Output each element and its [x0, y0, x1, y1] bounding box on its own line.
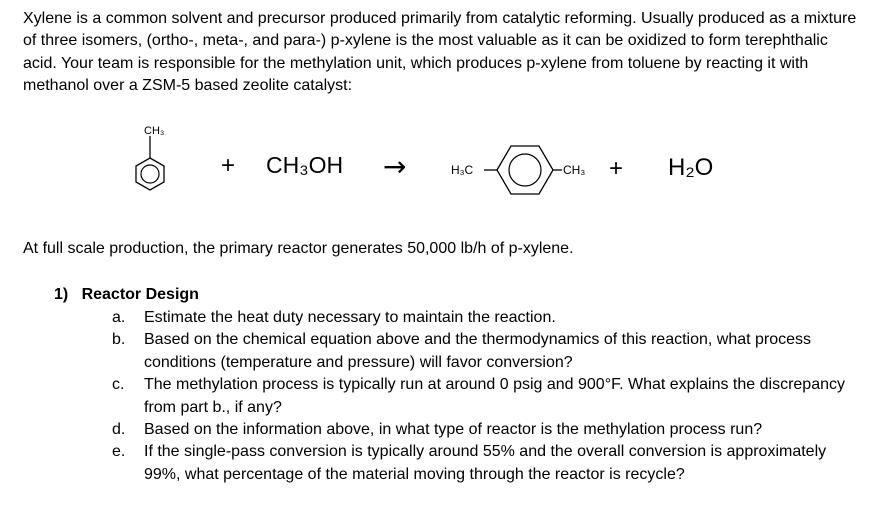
plus-sign-1: +	[221, 152, 236, 179]
item-text: Estimate the heat duty necessary to maintain the reaction.	[144, 309, 556, 326]
methanol-formula: CH₃OH	[266, 152, 344, 178]
production-statement: At full scale production, the primary reactor generates 50,000 lb/h of p-xylene.	[23, 240, 574, 257]
plus-sign-2: +	[609, 155, 624, 182]
item-letter: c.	[112, 376, 125, 394]
intro-paragraph: Xylene is a common solvent and precursor produced primarily from catalytic reforming. Usually produced as a mixture of three isomers, (ortho-, meta-, and para-) p-xylene is the most valuable as it can be oxidized to form terephthalic acid. Your team is responsible for the methylation unit, which produces p-xylene from toluene by reacting it with methanol over a ZSM-5 based zeolite catalyst:	[23, 10, 857, 94]
item-text: If the single-pass conversion is typically around 55% and the overall conversion is approximately 99%, what percentage of the material moving through the reactor is recycle?	[144, 443, 827, 483]
equation-figure	[0, 118, 877, 208]
item-letter: a.	[112, 309, 126, 326]
question-item-b	[112, 329, 852, 374]
question-title: Reactor Design	[81, 286, 199, 303]
xylene-left-methyl: H₃C	[451, 163, 474, 177]
question-item-a	[112, 307, 852, 329]
item-letter: d.	[112, 421, 126, 439]
item-text: Based on the information above, in what type of reactor is the methylation process run?	[144, 421, 763, 439]
water-formula: H₂O	[668, 154, 714, 181]
chemical-equation	[0, 118, 877, 208]
p-xylene-structure	[451, 146, 585, 194]
item-letter: e.	[112, 443, 126, 461]
xylene-right-methyl: CH₃	[563, 163, 586, 177]
toluene-methyl-label: CH₃	[144, 125, 165, 137]
question-item-c	[112, 374, 852, 419]
question-number: 1)	[54, 286, 69, 303]
question-item-d	[112, 419, 852, 441]
toluene-structure	[136, 125, 164, 190]
question-item-e	[112, 441, 852, 486]
item-letter: b.	[112, 331, 126, 349]
item-text: The methylation process is typically run at around 0 psig and 900°F. What explains the discrepancy from part b., if any?	[144, 376, 845, 416]
question-heading	[54, 284, 199, 306]
item-text: Based on the chemical equation above and the thermodynamics of this reaction, what process conditions (temperature and pressure) will favor conversion?	[144, 331, 812, 371]
question-items	[112, 307, 852, 486]
reaction-arrow: →	[383, 150, 407, 183]
